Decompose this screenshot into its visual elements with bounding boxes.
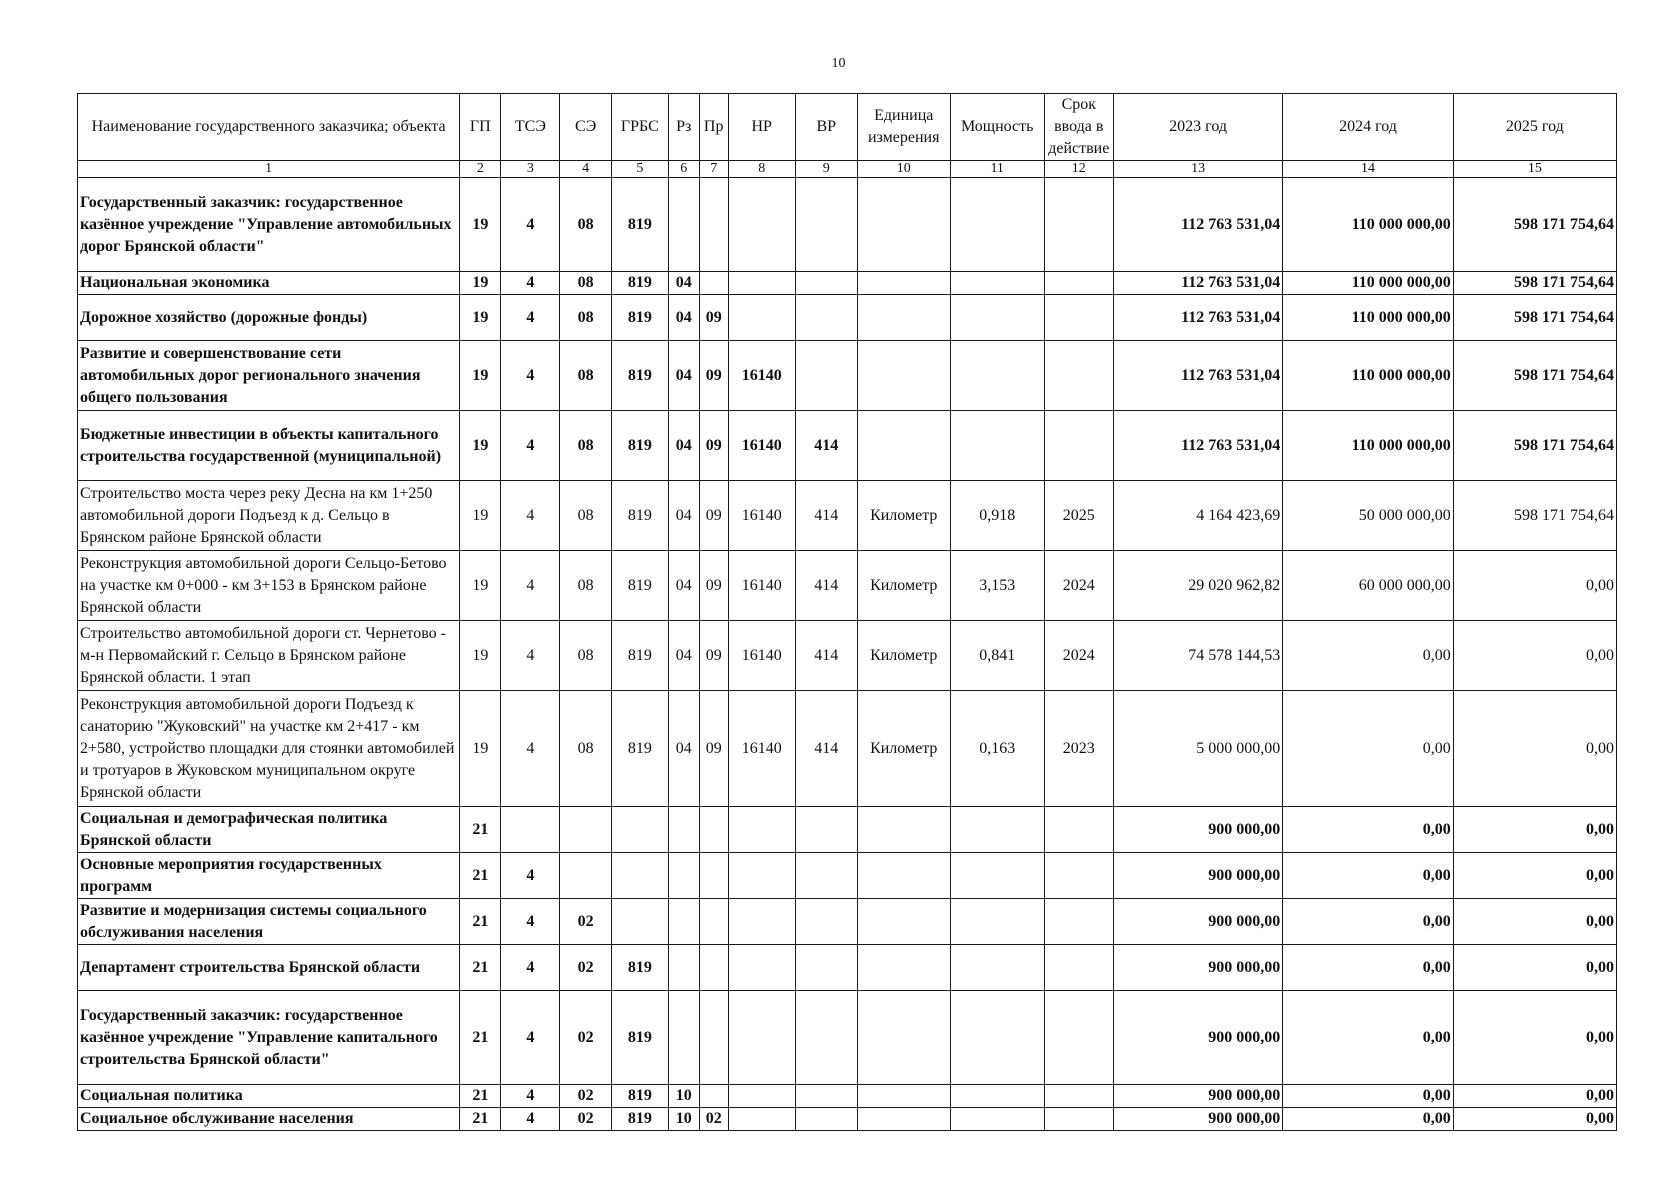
amount-2023-cell: 900 000,00	[1113, 899, 1282, 945]
header-grbs: ГРБС	[611, 94, 668, 161]
amount-2025-cell: 0,00	[1453, 991, 1616, 1085]
pr-cell: 09	[699, 341, 728, 411]
vr-cell: 414	[795, 691, 857, 807]
deadline-cell: 2025	[1044, 481, 1113, 551]
amount-2023-cell: 900 000,00	[1113, 1108, 1282, 1131]
unit-cell: Километр	[857, 621, 950, 691]
nr-cell	[728, 1085, 795, 1108]
object-name: Социальное обслуживание населения	[78, 1108, 460, 1131]
unit-cell	[857, 899, 950, 945]
gp-cell: 19	[460, 272, 501, 295]
grbs-cell: 819	[611, 1108, 668, 1131]
nr-cell	[728, 899, 795, 945]
se-cell: 02	[560, 945, 612, 991]
header-name: Наименование государственного заказчика; объекта	[78, 94, 460, 161]
deadline-cell: 2024	[1044, 621, 1113, 691]
rz-cell	[668, 945, 699, 991]
amount-2023-cell: 900 000,00	[1113, 1085, 1282, 1108]
rz-cell	[668, 807, 699, 853]
gp-cell: 21	[460, 1108, 501, 1131]
vr-cell	[795, 341, 857, 411]
header-deadline: Срок ввода в действие	[1044, 94, 1113, 161]
amount-2023-cell: 112 763 531,04	[1113, 341, 1282, 411]
unit-cell	[857, 853, 950, 899]
gp-cell: 21	[460, 1085, 501, 1108]
object-name: Бюджетные инвестиции в объекты капитального строительства государственной (муниципальной)	[78, 411, 460, 481]
header-unit: Единица измерения	[857, 94, 950, 161]
nr-cell: 16140	[728, 551, 795, 621]
pr-cell: 09	[699, 691, 728, 807]
unit-cell	[857, 807, 950, 853]
deadline-cell	[1044, 1085, 1113, 1108]
gp-cell: 19	[460, 691, 501, 807]
unit-cell: Километр	[857, 481, 950, 551]
se-cell: 08	[560, 691, 612, 807]
tse-cell: 4	[501, 295, 560, 341]
column-number: 8	[728, 161, 795, 178]
capacity-cell	[950, 295, 1044, 341]
amount-2025-cell: 598 171 754,64	[1453, 411, 1616, 481]
se-cell: 08	[560, 272, 612, 295]
column-number-row	[78, 161, 1617, 178]
vr-cell	[795, 899, 857, 945]
deadline-cell	[1044, 991, 1113, 1085]
unit-cell: Километр	[857, 691, 950, 807]
object-name: Государственный заказчик: государственное казённое учреждение "Управление капитального строительства Брянской области"	[78, 991, 460, 1085]
object-name: Строительство автомобильной дороги ст. Чернетово - м-н Первомайский г. Сельцо в Брянском районе Брянской области. 1 этап	[78, 621, 460, 691]
amount-2024-cell: 0,00	[1283, 1108, 1453, 1131]
table-row	[78, 272, 1617, 295]
gp-cell: 19	[460, 341, 501, 411]
unit-cell	[857, 411, 950, 481]
gp-cell: 21	[460, 853, 501, 899]
pr-cell	[699, 178, 728, 272]
vr-cell	[795, 853, 857, 899]
gp-cell: 21	[460, 899, 501, 945]
deadline-cell	[1044, 853, 1113, 899]
grbs-cell: 819	[611, 991, 668, 1085]
nr-cell	[728, 991, 795, 1085]
nr-cell	[728, 272, 795, 295]
deadline-cell: 2024	[1044, 551, 1113, 621]
amount-2025-cell: 598 171 754,64	[1453, 272, 1616, 295]
amount-2023-cell: 112 763 531,04	[1113, 272, 1282, 295]
tse-cell: 4	[501, 178, 560, 272]
amount-2023-cell: 29 020 962,82	[1113, 551, 1282, 621]
amount-2024-cell: 0,00	[1283, 691, 1453, 807]
nr-cell: 16140	[728, 411, 795, 481]
table-row	[78, 899, 1617, 945]
amount-2023-cell: 4 164 423,69	[1113, 481, 1282, 551]
gp-cell: 19	[460, 295, 501, 341]
pr-cell	[699, 272, 728, 295]
tse-cell: 4	[501, 551, 560, 621]
capacity-cell: 0,918	[950, 481, 1044, 551]
amount-2025-cell: 0,00	[1453, 899, 1616, 945]
table-row	[78, 807, 1617, 853]
rz-cell: 04	[668, 411, 699, 481]
amount-2023-cell: 112 763 531,04	[1113, 178, 1282, 272]
capacity-cell	[950, 853, 1044, 899]
tse-cell: 4	[501, 621, 560, 691]
amount-2023-cell: 900 000,00	[1113, 991, 1282, 1085]
amount-2024-cell: 110 000 000,00	[1283, 178, 1453, 272]
deadline-cell	[1044, 272, 1113, 295]
amount-2023-cell: 5 000 000,00	[1113, 691, 1282, 807]
table-row	[78, 621, 1617, 691]
vr-cell	[795, 1085, 857, 1108]
grbs-cell: 819	[611, 621, 668, 691]
capacity-cell	[950, 1085, 1044, 1108]
se-cell	[560, 853, 612, 899]
gp-cell: 19	[460, 411, 501, 481]
column-number: 10	[857, 161, 950, 178]
grbs-cell	[611, 899, 668, 945]
object-name: Государственный заказчик: государственное казённое учреждение "Управление автомобильных дорог Брянской области"	[78, 178, 460, 272]
object-name: Национальная экономика	[78, 272, 460, 295]
amount-2025-cell: 598 171 754,64	[1453, 481, 1616, 551]
tse-cell: 4	[501, 691, 560, 807]
tse-cell: 4	[501, 991, 560, 1085]
amount-2024-cell: 110 000 000,00	[1283, 411, 1453, 481]
rz-cell: 10	[668, 1085, 699, 1108]
rz-cell	[668, 853, 699, 899]
vr-cell	[795, 1108, 857, 1131]
pr-cell	[699, 1085, 728, 1108]
nr-cell	[728, 178, 795, 272]
amount-2023-cell: 112 763 531,04	[1113, 295, 1282, 341]
tse-cell: 4	[501, 341, 560, 411]
object-name: Развитие и совершенствование сети автомобильных дорог регионального значения общего пользования	[78, 341, 460, 411]
capacity-cell	[950, 178, 1044, 272]
header-vr: ВР	[795, 94, 857, 161]
deadline-cell	[1044, 807, 1113, 853]
gp-cell: 21	[460, 807, 501, 853]
column-number: 13	[1113, 161, 1282, 178]
object-name: Дорожное хозяйство (дорожные фонды)	[78, 295, 460, 341]
rz-cell	[668, 899, 699, 945]
amount-2025-cell: 0,00	[1453, 853, 1616, 899]
gp-cell: 21	[460, 945, 501, 991]
vr-cell: 414	[795, 481, 857, 551]
amount-2024-cell: 110 000 000,00	[1283, 295, 1453, 341]
amount-2024-cell: 0,00	[1283, 945, 1453, 991]
header-2023: 2023 год	[1113, 94, 1282, 161]
vr-cell	[795, 991, 857, 1085]
amount-2023-cell: 74 578 144,53	[1113, 621, 1282, 691]
se-cell: 02	[560, 1108, 612, 1131]
header-pr: Пр	[699, 94, 728, 161]
grbs-cell: 819	[611, 411, 668, 481]
amount-2024-cell: 0,00	[1283, 621, 1453, 691]
amount-2023-cell: 112 763 531,04	[1113, 411, 1282, 481]
grbs-cell: 819	[611, 551, 668, 621]
amount-2024-cell: 0,00	[1283, 899, 1453, 945]
amount-2023-cell: 900 000,00	[1113, 807, 1282, 853]
grbs-cell: 819	[611, 295, 668, 341]
amount-2024-cell: 110 000 000,00	[1283, 272, 1453, 295]
capacity-cell	[950, 991, 1044, 1085]
capacity-cell	[950, 945, 1044, 991]
capacity-cell	[950, 899, 1044, 945]
tse-cell: 4	[501, 899, 560, 945]
amount-2024-cell: 0,00	[1283, 1085, 1453, 1108]
deadline-cell	[1044, 1108, 1113, 1131]
header-2025: 2025 год	[1453, 94, 1616, 161]
amount-2024-cell: 0,00	[1283, 853, 1453, 899]
table-header-row	[78, 94, 1617, 161]
object-name: Социальная и демографическая политика Брянской области	[78, 807, 460, 853]
table-row	[78, 341, 1617, 411]
rz-cell	[668, 178, 699, 272]
se-cell: 08	[560, 621, 612, 691]
tse-cell: 4	[501, 272, 560, 295]
se-cell: 08	[560, 295, 612, 341]
amount-2025-cell: 0,00	[1453, 807, 1616, 853]
column-number: 1	[78, 161, 460, 178]
object-name: Реконструкция автомобильной дороги Подъезд к санаторию "Жуковский" на участке км 2+417 - км 2+580, устройство площадки для стоянки автомобилей и тротуаров в Жуковском муниципальном округе Брянской области	[78, 691, 460, 807]
unit-cell	[857, 178, 950, 272]
header-nr: НР	[728, 94, 795, 161]
se-cell: 08	[560, 411, 612, 481]
column-number: 15	[1453, 161, 1616, 178]
pr-cell: 09	[699, 481, 728, 551]
amount-2024-cell: 50 000 000,00	[1283, 481, 1453, 551]
tse-cell: 4	[501, 411, 560, 481]
header-gp: ГП	[460, 94, 501, 161]
tse-cell: 4	[501, 481, 560, 551]
amount-2025-cell: 0,00	[1453, 1108, 1616, 1131]
se-cell: 02	[560, 991, 612, 1085]
capacity-cell	[950, 807, 1044, 853]
se-cell: 08	[560, 481, 612, 551]
pr-cell	[699, 945, 728, 991]
pr-cell	[699, 807, 728, 853]
se-cell	[560, 807, 612, 853]
amount-2025-cell: 598 171 754,64	[1453, 178, 1616, 272]
capacity-cell	[950, 1108, 1044, 1131]
column-number: 3	[501, 161, 560, 178]
gp-cell: 19	[460, 551, 501, 621]
deadline-cell: 2023	[1044, 691, 1113, 807]
tse-cell: 4	[501, 1108, 560, 1131]
nr-cell	[728, 1108, 795, 1131]
header-capacity: Мощность	[950, 94, 1044, 161]
amount-2024-cell: 0,00	[1283, 807, 1453, 853]
unit-cell	[857, 272, 950, 295]
header-tse: ТСЭ	[501, 94, 560, 161]
pr-cell: 09	[699, 411, 728, 481]
table-row	[78, 853, 1617, 899]
grbs-cell: 819	[611, 272, 668, 295]
table-row	[78, 481, 1617, 551]
vr-cell: 414	[795, 621, 857, 691]
rz-cell: 04	[668, 621, 699, 691]
amount-2023-cell: 900 000,00	[1113, 853, 1282, 899]
tse-cell	[501, 807, 560, 853]
amount-2023-cell: 900 000,00	[1113, 945, 1282, 991]
table-row	[78, 691, 1617, 807]
unit-cell	[857, 1108, 950, 1131]
column-number: 5	[611, 161, 668, 178]
se-cell: 08	[560, 341, 612, 411]
header-se: СЭ	[560, 94, 612, 161]
pr-cell: 09	[699, 295, 728, 341]
grbs-cell: 819	[611, 178, 668, 272]
grbs-cell: 819	[611, 341, 668, 411]
grbs-cell	[611, 853, 668, 899]
amount-2025-cell: 0,00	[1453, 551, 1616, 621]
amount-2025-cell: 0,00	[1453, 1085, 1616, 1108]
table-row	[78, 1108, 1617, 1131]
amount-2025-cell: 0,00	[1453, 691, 1616, 807]
amount-2024-cell: 110 000 000,00	[1283, 341, 1453, 411]
deadline-cell	[1044, 899, 1113, 945]
column-number: 9	[795, 161, 857, 178]
pr-cell: 09	[699, 551, 728, 621]
deadline-cell	[1044, 341, 1113, 411]
nr-cell	[728, 807, 795, 853]
nr-cell	[728, 295, 795, 341]
unit-cell	[857, 991, 950, 1085]
table-row	[78, 295, 1617, 341]
column-number: 2	[460, 161, 501, 178]
se-cell: 02	[560, 1085, 612, 1108]
capacity-cell	[950, 411, 1044, 481]
object-name: Реконструкция автомобильной дороги Сельцо-Бетово на участке км 0+000 - км 3+153 в Брянском районе Брянской области	[78, 551, 460, 621]
object-name: Строительство моста через реку Десна на км 1+250 автомобильной дороги Подъезд к д. Сельцо в Брянском районе Брянской области	[78, 481, 460, 551]
header-2024: 2024 год	[1283, 94, 1453, 161]
grbs-cell: 819	[611, 945, 668, 991]
pr-cell	[699, 991, 728, 1085]
column-number: 12	[1044, 161, 1113, 178]
vr-cell	[795, 178, 857, 272]
rz-cell: 04	[668, 691, 699, 807]
deadline-cell	[1044, 178, 1113, 272]
rz-cell: 04	[668, 272, 699, 295]
se-cell: 08	[560, 178, 612, 272]
grbs-cell: 819	[611, 1085, 668, 1108]
object-name: Департамент строительства Брянской области	[78, 945, 460, 991]
column-number: 4	[560, 161, 612, 178]
rz-cell	[668, 991, 699, 1085]
capacity-cell	[950, 341, 1044, 411]
object-name: Основные мероприятия государственных программ	[78, 853, 460, 899]
capacity-cell	[950, 272, 1044, 295]
column-number: 14	[1283, 161, 1453, 178]
rz-cell: 04	[668, 295, 699, 341]
unit-cell	[857, 945, 950, 991]
nr-cell: 16140	[728, 341, 795, 411]
grbs-cell: 819	[611, 691, 668, 807]
unit-cell	[857, 295, 950, 341]
tse-cell: 4	[501, 853, 560, 899]
pr-cell	[699, 899, 728, 945]
amount-2025-cell: 0,00	[1453, 621, 1616, 691]
nr-cell	[728, 945, 795, 991]
deadline-cell	[1044, 411, 1113, 481]
page-number: 10	[831, 56, 846, 71]
table-row	[78, 178, 1617, 272]
se-cell: 08	[560, 551, 612, 621]
column-number: 7	[699, 161, 728, 178]
amount-2024-cell: 60 000 000,00	[1283, 551, 1453, 621]
table-row	[78, 945, 1617, 991]
vr-cell: 414	[795, 411, 857, 481]
tse-cell: 4	[501, 945, 560, 991]
table-row	[78, 1085, 1617, 1108]
capacity-cell: 3,153	[950, 551, 1044, 621]
gp-cell: 21	[460, 991, 501, 1085]
se-cell: 02	[560, 899, 612, 945]
table-row	[78, 991, 1617, 1085]
rz-cell: 04	[668, 341, 699, 411]
gp-cell: 19	[460, 178, 501, 272]
pr-cell	[699, 853, 728, 899]
vr-cell	[795, 945, 857, 991]
object-name: Развитие и модернизация системы социального обслуживания населения	[78, 899, 460, 945]
nr-cell	[728, 853, 795, 899]
pr-cell: 09	[699, 621, 728, 691]
rz-cell: 04	[668, 551, 699, 621]
rz-cell: 04	[668, 481, 699, 551]
gp-cell: 19	[460, 621, 501, 691]
unit-cell	[857, 341, 950, 411]
vr-cell	[795, 807, 857, 853]
gp-cell: 19	[460, 481, 501, 551]
table-row	[78, 551, 1617, 621]
pr-cell: 02	[699, 1108, 728, 1131]
vr-cell: 414	[795, 551, 857, 621]
nr-cell: 16140	[728, 621, 795, 691]
header-rz: Рз	[668, 94, 699, 161]
amount-2025-cell: 598 171 754,64	[1453, 341, 1616, 411]
nr-cell: 16140	[728, 691, 795, 807]
column-number: 11	[950, 161, 1044, 178]
unit-cell	[857, 1085, 950, 1108]
unit-cell: Километр	[857, 551, 950, 621]
tse-cell: 4	[501, 1085, 560, 1108]
vr-cell	[795, 272, 857, 295]
amount-2024-cell: 0,00	[1283, 991, 1453, 1085]
capacity-cell: 0,841	[950, 621, 1044, 691]
table-row	[78, 411, 1617, 481]
object-name: Социальная политика	[78, 1085, 460, 1108]
column-number: 6	[668, 161, 699, 178]
budget-table	[77, 93, 1617, 1131]
rz-cell: 10	[668, 1108, 699, 1131]
capacity-cell: 0,163	[950, 691, 1044, 807]
grbs-cell: 819	[611, 481, 668, 551]
nr-cell: 16140	[728, 481, 795, 551]
grbs-cell	[611, 807, 668, 853]
deadline-cell	[1044, 295, 1113, 341]
amount-2025-cell: 598 171 754,64	[1453, 295, 1616, 341]
deadline-cell	[1044, 945, 1113, 991]
amount-2025-cell: 0,00	[1453, 945, 1616, 991]
vr-cell	[795, 295, 857, 341]
